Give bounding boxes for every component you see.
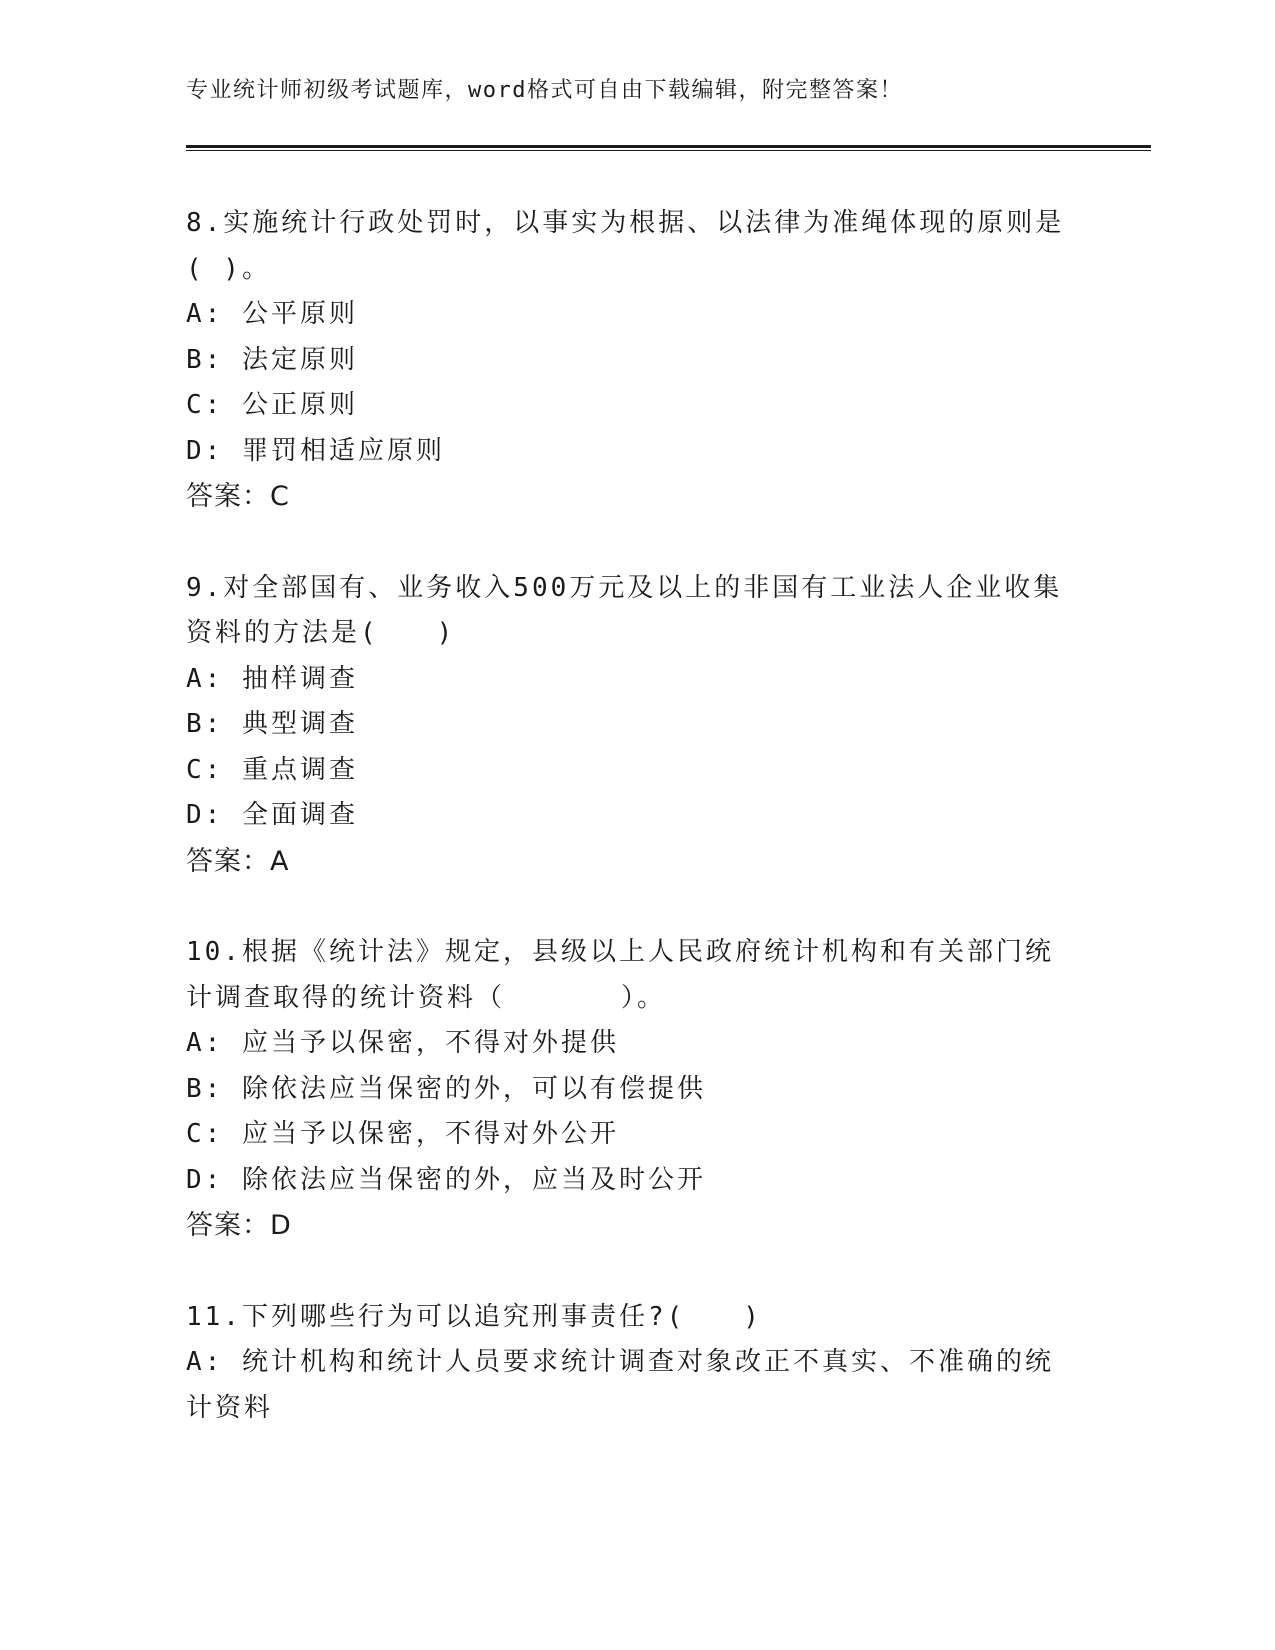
answer: 答案：A xyxy=(186,845,290,877)
option-c: C: 公正原则 xyxy=(186,390,358,420)
option-a: A: 应当予以保密，不得对外提供 xyxy=(186,1028,619,1058)
option-d: D: 罪罚相适应原则 xyxy=(186,435,445,466)
header-divider xyxy=(186,145,1151,148)
question-11 xyxy=(186,1295,1086,1432)
option-a: A: 统计机构和统计人员要求统计调查对象改正不真实、不准确的统计资料 xyxy=(186,1347,1054,1423)
question-list xyxy=(186,201,1086,1477)
option-c: C: 重点调查 xyxy=(186,754,358,785)
question-stem: 9.对全部国有、业务收入500万元及以上的非国有工业法人企业收集资料的方法是( ) xyxy=(186,572,1063,648)
question-stem: 11.下列哪些行为可以追究刑事责任?( ) xyxy=(186,1301,762,1332)
question-stem: 10.根据《统计法》规定，县级以上人民政府统计机构和有关部门统计调查取得的统计资料（ ）。 xyxy=(186,937,1054,1013)
option-d: D: 全面调查 xyxy=(186,800,358,830)
answer: 答案：C xyxy=(186,481,290,512)
question-9 xyxy=(186,566,1086,885)
option-d: D: 除依法应当保密的外，应当及时公开 xyxy=(186,1164,706,1195)
header-divider-thin xyxy=(186,150,1151,151)
answer: 答案：D xyxy=(186,1210,292,1241)
page-header: 专业统计师初级考试题库，word格式可自由下载编辑，附完整答案！ xyxy=(186,78,903,103)
option-b: B: 法定原则 xyxy=(186,344,358,375)
question-stem: 8.实施统计行政处罚时，以事实为根据、以法律为准绳体现的原则是( )。 xyxy=(186,208,1065,284)
option-a: A: 抽样调查 xyxy=(186,663,358,694)
option-b: B: 典型调查 xyxy=(186,709,358,739)
question-8 xyxy=(186,201,1086,520)
option-c: C: 应当予以保密，不得对外公开 xyxy=(186,1119,619,1149)
question-10 xyxy=(186,930,1086,1249)
option-a: A: 公平原则 xyxy=(186,299,358,329)
option-b: B: 除依法应当保密的外，可以有偿提供 xyxy=(186,1073,706,1104)
